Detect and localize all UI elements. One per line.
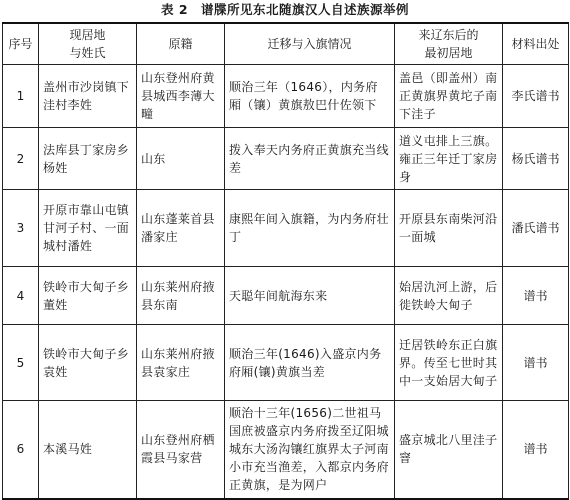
cell-migration: 拨入奉天内务府正黄旗充当线差 bbox=[225, 128, 395, 190]
col-header-migration: 迁移与入旗情况 bbox=[225, 23, 395, 65]
col-header-residence-text: 现居地 与姓氏 bbox=[69, 28, 106, 60]
cell-no: 1 bbox=[3, 65, 39, 128]
cell-source: 潘氏谱书 bbox=[503, 190, 569, 267]
cell-first-place: 始居氿河上游，后徙铁岭大甸子 bbox=[395, 267, 503, 325]
cell-residence: 铁岭市大甸子乡袁姓 bbox=[39, 325, 137, 401]
col-header-residence bbox=[39, 23, 137, 65]
cell-residence: 盖州市沙岗镇下洼村李姓 bbox=[39, 65, 137, 128]
cell-residence: 法库县丁家房乡杨姓 bbox=[39, 128, 137, 190]
cell-first-place: 盖邑（即盖州）南正黄旗界黄坨子南下洼子 bbox=[395, 65, 503, 128]
cell-source: 李氏谱书 bbox=[503, 65, 569, 128]
cell-source: 谱书 bbox=[503, 325, 569, 401]
cell-first-place: 道义屯排上三旗。雍正三年迁丁家房身 bbox=[395, 128, 503, 190]
table-row bbox=[3, 190, 569, 267]
cell-migration: 天聪年间航海东来 bbox=[225, 267, 395, 325]
cell-migration: 顺治三年(1646)入盛京内务府厢(镶)黄旗当差 bbox=[225, 325, 395, 401]
cell-source: 谱书 bbox=[503, 267, 569, 325]
genealogy-table bbox=[2, 22, 569, 500]
col-header-first-place bbox=[395, 23, 503, 65]
cell-first-place: 盛京城北八里洼子窨 bbox=[395, 401, 503, 499]
cell-source: 杨氏谱书 bbox=[503, 128, 569, 190]
table-title: 表 2 谱牒所见东北随旗汉人自述族源举例 bbox=[160, 2, 410, 17]
table-row bbox=[3, 65, 569, 128]
cell-migration: 顺治三年（1646），内务府厢（镶）黄旗敖巴什佐领下 bbox=[225, 65, 395, 128]
cell-migration: 顺治十三年(1656)二世祖马国庶被盛京内务府拨至辽阳城城东大汤沟镶红旗界太子河南小市充当渔差，入都京内务府正黄旗，是为网户 bbox=[225, 401, 395, 499]
cell-migration: 康熙年间入旗籍，为内务府壮丁 bbox=[225, 190, 395, 267]
cell-no: 6 bbox=[3, 401, 39, 499]
cell-origin: 山东登州府栖霞县马家营 bbox=[137, 401, 225, 499]
cell-no: 5 bbox=[3, 325, 39, 401]
cell-origin: 山东 bbox=[137, 128, 225, 190]
cell-origin: 山东莱州府掖县袁家庄 bbox=[137, 325, 225, 401]
cell-origin: 山东登州府黄县城西李薄大疃 bbox=[137, 65, 225, 128]
table-row bbox=[3, 128, 569, 190]
cell-origin: 山东蓬莱首县潘家庄 bbox=[137, 190, 225, 267]
cell-source: 谱书 bbox=[503, 401, 569, 499]
cell-no: 4 bbox=[3, 267, 39, 325]
col-header-first-place-text: 来辽东后的 最初居地 bbox=[418, 28, 479, 60]
cell-first-place: 开原县东南柴河沿一面城 bbox=[395, 190, 503, 267]
cell-residence: 铁岭市大甸子乡董姓 bbox=[39, 267, 137, 325]
cell-origin: 山东莱州府掖县东南 bbox=[137, 267, 225, 325]
table-row bbox=[3, 325, 569, 401]
cell-no: 3 bbox=[3, 190, 39, 267]
table-row bbox=[3, 401, 569, 499]
cell-first-place: 迁居铁岭东正白旗界。传至七世时其中一支始居大甸子 bbox=[395, 325, 503, 401]
col-header-origin: 原籍 bbox=[137, 23, 225, 65]
cell-residence: 开原市靠山屯镇甘河子村、一面城村潘姓 bbox=[39, 190, 137, 267]
cell-no: 2 bbox=[3, 128, 39, 190]
cell-residence: 本溪马姓 bbox=[39, 401, 137, 499]
table-row bbox=[3, 267, 569, 325]
header-row bbox=[3, 23, 569, 65]
col-header-no: 序号 bbox=[3, 23, 39, 65]
col-header-source: 材料出处 bbox=[503, 23, 569, 65]
